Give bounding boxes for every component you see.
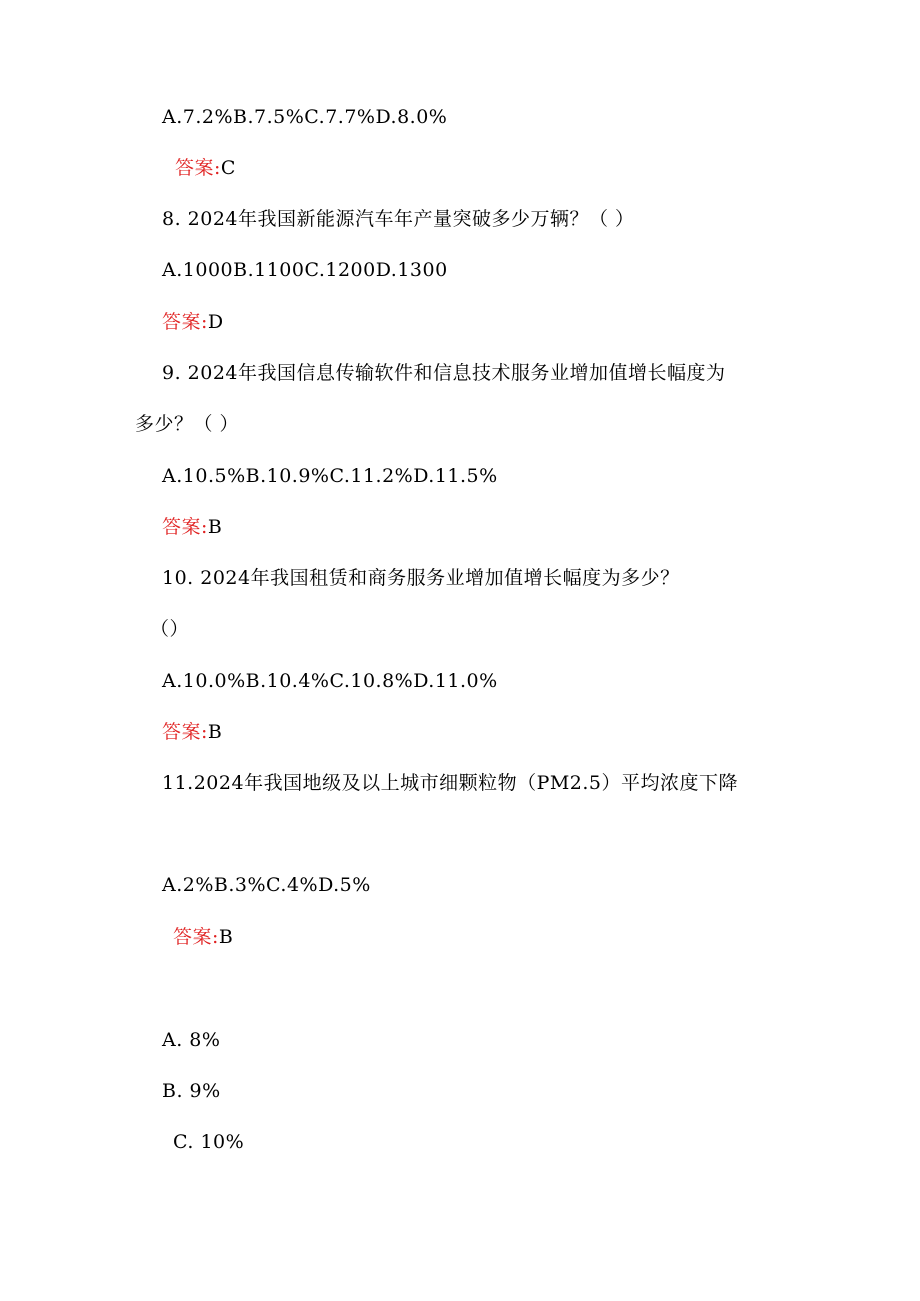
answer-label: 答案: bbox=[175, 157, 221, 179]
q11-answer bbox=[173, 925, 233, 949]
answer-value: B bbox=[207, 721, 223, 743]
q10-options: A.10.0%B.10.4%C.10.8%D.11.0% bbox=[162, 670, 498, 692]
answer-value: B bbox=[218, 926, 234, 948]
q11-question: 11.2024年我国地级及以上城市细颗粒物（PM2.5）平均浓度下降 bbox=[162, 772, 739, 794]
q9-answer bbox=[162, 515, 222, 539]
q10-question-line1: 10. 2024年我国租赁和商务服务业增加值增长幅度为多少？ bbox=[162, 567, 680, 589]
option-c: C. 10% bbox=[173, 1131, 245, 1153]
q7-options: A.7.2%B.7.5%C.7.7%D.8.0% bbox=[162, 106, 448, 128]
option-b: B. 9% bbox=[162, 1080, 221, 1102]
q9-question-line1: 9. 2024年我国信息传输软件和信息技术服务业增加值增长幅度为 bbox=[162, 362, 726, 384]
q8-options: A.1000B.1100C.1200D.1300 bbox=[162, 259, 448, 281]
answer-label: 答案: bbox=[162, 311, 208, 333]
answer-value: C bbox=[220, 157, 236, 179]
answer-label: 答案: bbox=[173, 926, 219, 948]
answer-value: D bbox=[207, 311, 224, 333]
q10-answer bbox=[162, 720, 222, 744]
q9-options: A.10.5%B.10.9%C.11.2%D.11.5% bbox=[162, 465, 498, 487]
q8-question: 8. 2024年我国新能源汽车年产量突破多少万辆？（ ） bbox=[162, 208, 635, 230]
q10-question-line2: （） bbox=[150, 618, 190, 640]
q11-options: A.2%B.3%C.4%D.5% bbox=[162, 874, 371, 896]
q7-answer bbox=[175, 156, 236, 180]
q9-question-line2: 多少？（ ） bbox=[135, 413, 240, 435]
answer-value: B bbox=[207, 516, 223, 538]
option-a: A. 8% bbox=[162, 1029, 221, 1051]
q8-answer bbox=[162, 310, 224, 334]
answer-label: 答案: bbox=[162, 721, 208, 743]
answer-label: 答案: bbox=[162, 516, 208, 538]
